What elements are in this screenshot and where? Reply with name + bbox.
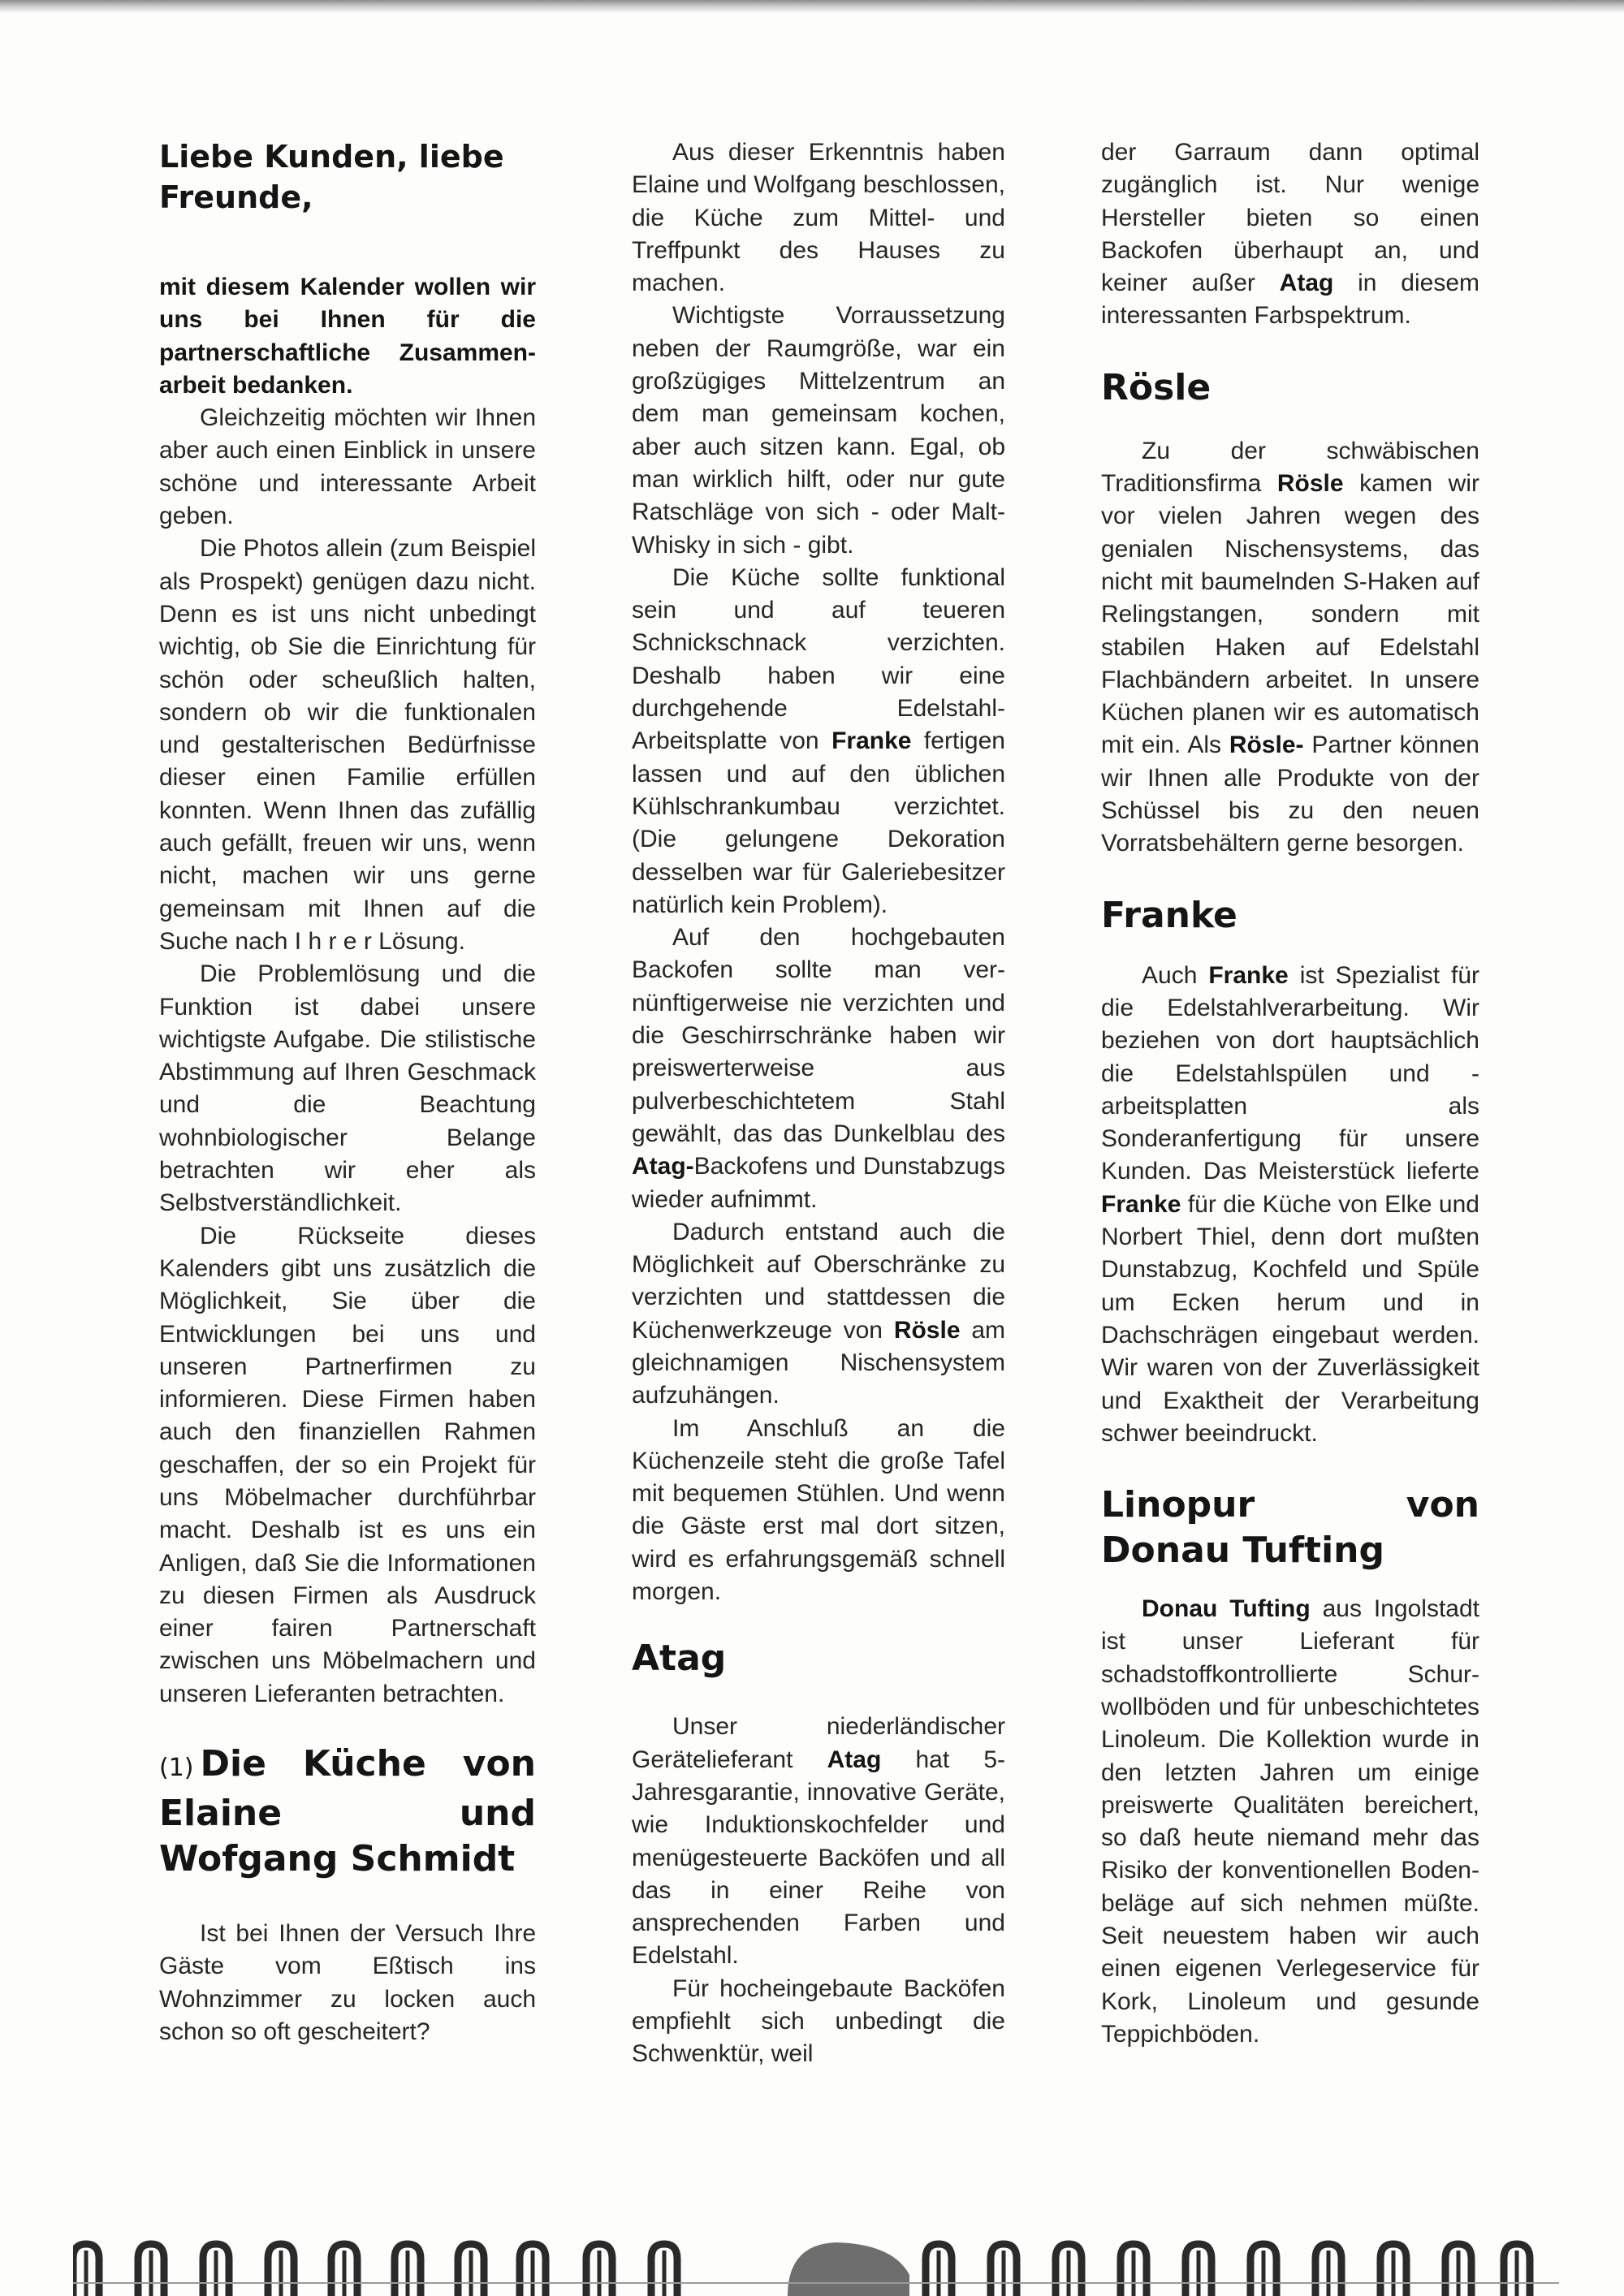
- paragraph: [1101, 435, 1479, 861]
- section-heading: [159, 1741, 536, 1882]
- column-3: [1101, 136, 1479, 2051]
- column-2: [632, 136, 1005, 2071]
- text-run: fertigen lassen und auf den üblichen Kühlschrankumbau verzichtet. (Die gelungene Dekoration desselben war für Galeriebesitzer natürlich kein Problem).: [632, 727, 1005, 918]
- brand-name: Franke: [831, 727, 912, 755]
- section-heading-atag: Atag: [632, 1638, 727, 1680]
- text-run: Auf den hochgebauten Backofen sollte man vernünftigerweise nie verzichten und die Geschirrschränke haben wir preiswerterweise aus pulverbeschichtetem Stahl gewählt, das das Dunkelblau des: [632, 924, 1005, 1147]
- text-run: Dadurch entstand auch die Möglichkeit auf Oberschränke zu verzichten und stattdessen die Küchenwerkzeuge von: [632, 1218, 1005, 1344]
- paragraph: Aus dieser Erkenntnis haben Elaine und Wolfgang beschlossen, die Küche zum Mittel- und Treffpunkt des Hauses zu machen.: [632, 139, 1005, 297]
- binding-rings: [73, 2234, 1559, 2296]
- hanger-hook: [788, 2242, 909, 2296]
- text-run: Partner können wir Ihnen alle Produkte von der Schüssel bis zu den neuen Vorratsbehältern gerne besorgen.: [1101, 732, 1479, 857]
- paragraph: Die Photos allein (zum Beispiel als Prospekt) genügen dazu nicht. Denn es ist uns nicht unbedingt wichtig, ob Sie die Einrichtung für schön oder scheußlich halten, sondern ob wir die funktionalen und gestalterischen Bedürfnisse dieser einen Familie erfüllen konnten. Wenn Ihnen das zufällig auch gefällt, freuen wir uns, wenn nicht, machen wir uns gerne gemeinsam mit Ihnen auf die Suche nach I h r e r Lösung.: [159, 535, 536, 955]
- paragraph: Für hocheingebaute Backöfen empfiehlt sich unbedingt die Schwenktür, weil: [632, 1974, 1005, 2068]
- paragraph: Im Anschluß an die Küchenzeile steht die große Tafel mit bequemen Stühlen. Und wenn die Gäste erst mal dort sitzen, wird es erfahrungsgemäß schnell morgen.: [632, 1414, 1005, 1606]
- paragraph: [632, 1216, 1005, 1413]
- scan-top-edge: [0, 0, 1624, 13]
- text-run: für die Küche von Elke und Norbert Thiel, denn dort mußten Dunstabzug, Kochfeld und Spüle um Ecken herum und in Dachschrägen eingebaut werden. Wir waren von der Zuverlässigkeit und Exaktheit der Verarbeitung schwer beeindruckt.: [1101, 1190, 1479, 1447]
- paragraph: [1101, 960, 1479, 1450]
- greeting-heading: Liebe Kunden, liebe Freunde,: [159, 139, 504, 215]
- text-run: hat 5-Jahresgarantie, innovative Geräte, wie Induktionskochfelder und menügesteuerte Backöfen und all das in einer Reihe von ansprechenden Farben und Edelstahl.: [632, 1746, 1006, 1970]
- section-heading-franke: Franke: [1101, 894, 1237, 936]
- paragraph: [1101, 136, 1479, 333]
- text-run: am gleichnamigen Nischensystem aufzuhängen.: [632, 1316, 1006, 1409]
- column-1: [159, 136, 536, 2048]
- paragraph: Die Problemlösung und die Funktion ist dabei unsere wichtigste Aufgabe. Die stilistische Abstimmung auf Ihren Geschmack und die Beachtung wohnbiologischer Belange betrachten wir eher als Selbstverständlichkeit.: [159, 960, 536, 1217]
- brand-name: Atag: [1279, 270, 1334, 297]
- brand-name: Rösle-: [1229, 732, 1304, 759]
- text-run: der Garraum dann optimal zugänglich ist. Nur wenige Hersteller bieten so einen Backofen überhaupt an, und keiner außer: [1101, 139, 1479, 297]
- section-number: (1): [159, 1754, 194, 1783]
- section-heading-roesle: Rösle: [1101, 366, 1212, 408]
- paragraph: [632, 562, 1005, 921]
- intro-paragraph: mit diesem Kalender wollen wir uns bei Ihnen für die partnerschaftliche Zusammenarbeit bedanken.: [159, 274, 536, 399]
- brand-name: Franke: [1101, 1190, 1181, 1218]
- brand-name: Atag: [827, 1746, 882, 1773]
- text-run: Unser niederländischer Gerätelieferant: [632, 1713, 1005, 1773]
- brand-name: Atag-: [632, 1153, 694, 1180]
- text-run: in diesem interessanten Farbspektrum.: [1101, 270, 1479, 330]
- text-run: Zu der schwäbischen Traditionsfirma: [1101, 437, 1479, 498]
- brand-name: Rösle: [893, 1316, 961, 1344]
- paragraph: Wichtigste Vorraussetzung neben der Raumgröße, war ein großzügiges Mittelzentrum an dem man gemeinsam kochen, aber auch sitzen kann. Egal, ob man wirklich hilft, oder nur gute Ratschläge von sich - oder Malt-Whisky in sich - gibt.: [632, 302, 1005, 559]
- text-run: Auch: [1142, 961, 1198, 989]
- paragraph: Gleichzeitig möchten wir Ihnen aber auch einen Einblick in unsere schöne und interessante Arbeit geben.: [159, 404, 536, 530]
- spiral-binding-icon: [73, 2234, 1559, 2296]
- paragraph: Die Rückseite dieses Kalenders gibt uns zusätzlich die Möglichkeit, Sie über die Entwicklungen bei uns und unseren Partnerfirmen zu informieren. Diese Firmen haben auch den finanziellen Rahmen geschaffen, der so ein Projekt für uns Möbelmacher durchführbar macht. Deshalb ist es uns ein Anligen, daß Sie die Informationen zu diesen Firmen als Ausdruck einer fairen Partnerschaft zwischen uns Möbelmachern und unseren Lieferanten betrachten.: [159, 1222, 536, 1707]
- paragraph: [632, 1711, 1005, 1972]
- section-title: Die Küche von Elaine und Wofgang Schmidt: [159, 1743, 536, 1880]
- brand-name: Donau Tufting: [1142, 1595, 1311, 1623]
- brand-name: Franke: [1208, 961, 1289, 989]
- text-run: ist Spezialist für die Edelstahlverarbeitung. Wir beziehen von dort hauptsächlich die Edelstahlspülen und -arbeitsplatten als Sonderanfertigung für unsere Kunden. Das Meisterstück lieferte: [1101, 961, 1479, 1185]
- text-run: Backofens und Dunstabzugs wieder aufnimmt.: [632, 1153, 1005, 1213]
- section-heading-linopur: Linopur von Donau Tufting: [1101, 1484, 1479, 1572]
- brand-name: Rösle: [1276, 470, 1344, 498]
- text-run: kamen wir vor vielen Jahren wegen des genialen Nischensystems, das nicht mit baumelnden S-Haken auf Relingstangen, sondern mit stabilen Haken auf Edelstahl Flachbändern arbeitet. In unsere Küchen planen wir es automatisch mit ein. Als: [1101, 470, 1479, 759]
- text-run: Die Küche sollte funktional sein und auf teueren Schnickschnack verzichten. Deshalb haben wir eine durchgehende Edelstahl-Arbeitsplatte von: [632, 563, 1005, 755]
- paragraph: [632, 921, 1005, 1216]
- paragraph: Ist bei Ihnen der Versuch Ihre Gäste vom Eßtisch ins Wohnzimmer zu locken auch schon so oft gescheitert?: [159, 1920, 536, 2045]
- paragraph: [1101, 1593, 1479, 2051]
- text-run: aus Ingolstadt ist unser Lieferant für schadstoffkontrollierte Schurwollböden und für unbeschichtetes Linoleum. Die Kollektion wurde in den letzten Jahren um einige preiswerte Qualitäten bereichert, so daß heute niemand mehr das Risiko der konventionellen Bodenbeläge auf sich nehmen müßte. Seit neuestem haben wir auch einen eigenen Verlegeservice für Kork, Linoleum und gesunde Teppichböden.: [1101, 1595, 1479, 2048]
